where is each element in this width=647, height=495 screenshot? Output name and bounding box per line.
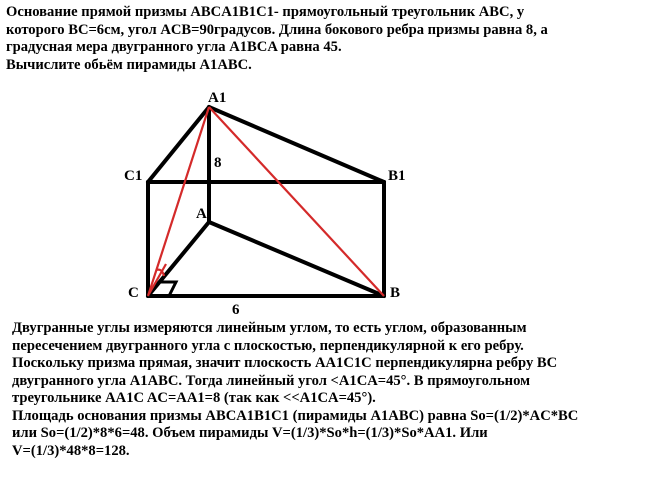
edge-a1-b1 xyxy=(209,107,384,182)
solution-line: пересечением двугранного угла с плоскостью, перпендикулярной к его ребру. xyxy=(12,337,524,354)
problem-line: Вычислите обьём пирамиды A1ABC. xyxy=(6,56,252,73)
edge-a1-c1 xyxy=(148,107,209,182)
label-b: B xyxy=(390,285,401,301)
problem-line: Основание прямой призмы ABCA1B1C1- прямоугольный треугольник ABC, у xyxy=(6,4,525,20)
label-c: C xyxy=(128,285,139,301)
solution-line: или So=(1/2)*8*6=48. Объем пирамиды V=(1/3)*So*h=(1/3)*So*AA1. Или xyxy=(12,425,488,441)
prism-edges xyxy=(148,107,384,296)
problem-line: которого BC=6см, угол ACB=90градусов. Длина бокового ребра призмы равна 8, а xyxy=(6,21,548,38)
solution-line: Площадь основания призмы ABCA1B1C1 (пирамиды A1ABC) равна So=(1/2)*AC*BC xyxy=(12,407,579,424)
solution-line: V=(1/3)*48*8=128. xyxy=(12,442,130,459)
solution-line: двугранного угла A1ABC. Тогда линейный угол <A1CA=45°. В прямоугольном xyxy=(12,372,531,389)
label-a1: A1 xyxy=(208,90,227,106)
label-b1: B1 xyxy=(388,168,406,184)
right-angle-mark xyxy=(159,282,176,296)
solution-line: Поскольку призма прямая, значит плоскость AA1C1C перпендикулярна ребру BC xyxy=(12,355,558,371)
label-edge-base: 6 xyxy=(232,302,240,318)
line-a1-b xyxy=(209,107,384,296)
problem-line: градусная мера двугранного угла A1BCA равна 45. xyxy=(6,39,342,55)
label-a: A xyxy=(196,206,207,222)
edge-a-b xyxy=(209,222,384,296)
solution-line: Двугранные углы измеряются линейным углом, то есть углом, образованным xyxy=(12,320,527,336)
label-c1: C1 xyxy=(124,168,143,184)
solution-line: треугольнике AA1C AC=AA1=8 (так как <<A1CA=45°). xyxy=(12,390,376,406)
solution-text xyxy=(12,320,642,460)
edge-a-c xyxy=(148,222,209,296)
label-edge-height: 8 xyxy=(214,155,222,171)
line-a1-c xyxy=(148,107,209,296)
